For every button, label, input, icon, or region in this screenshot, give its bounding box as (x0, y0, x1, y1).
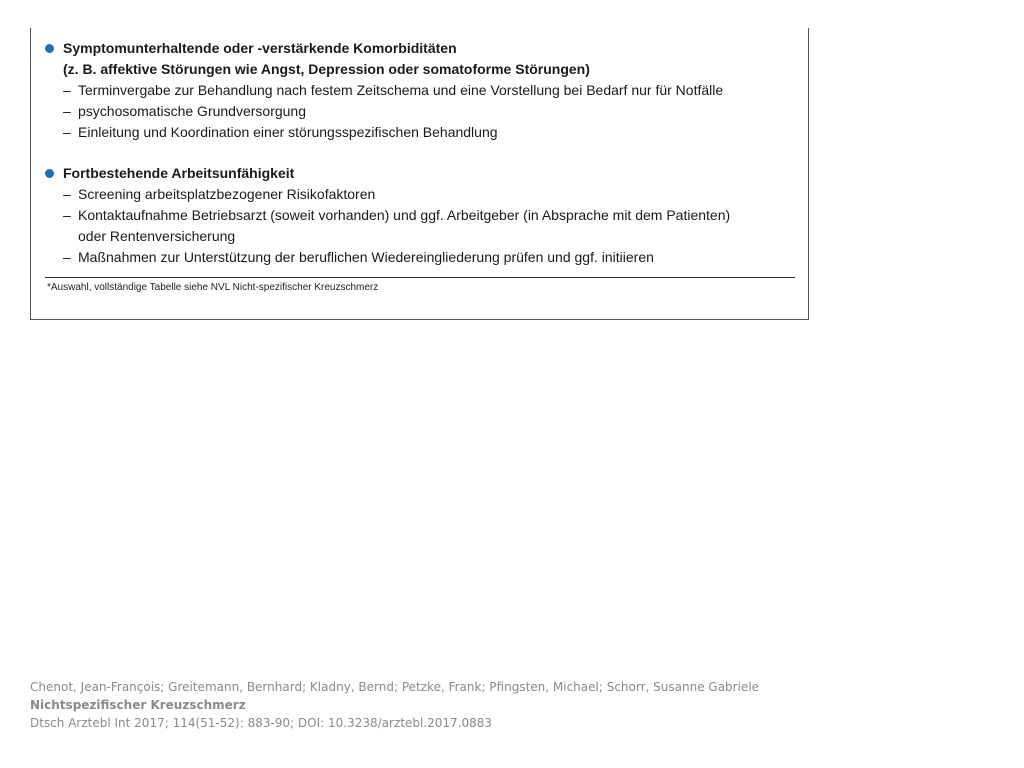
list-item (45, 80, 785, 101)
list-item-text: psychosomatische Grundversorgung (78, 103, 307, 119)
section-work-incapacity (45, 163, 785, 268)
citation (30, 678, 759, 732)
citation-title: Nichtspezifischer Kreuzschmerz (30, 698, 246, 712)
dash-icon: – (63, 82, 71, 98)
list-item-continuation: oder Rentenversicherung (78, 228, 236, 244)
footnote-divider (45, 277, 795, 278)
section-heading (45, 163, 785, 184)
section-subheading: (z. B. affektive Störungen wie Angst, Depression oder somatoforme Störungen) (63, 61, 590, 77)
dash-icon: – (63, 249, 71, 265)
section-heading-text: Fortbestehende Arbeitsunfähigkeit (63, 165, 295, 181)
dash-icon: – (63, 124, 71, 140)
footnote: *Auswahl, vollständige Tabelle siehe NVL Nicht-spezifischer Kreuzschmerz (47, 282, 379, 293)
list-item (45, 184, 785, 205)
citation-source: Dtsch Arztebl Int 2017; 114(51-52): 883-90; DOI: 10.3238/arztebl.2017.0883 (30, 716, 493, 730)
bullet-icon (45, 169, 54, 178)
document-table-excerpt (30, 28, 809, 320)
list-item (45, 247, 785, 268)
section-heading-text: Symptomunterhaltende oder -verstärkende Komorbiditäten (63, 40, 457, 56)
list-item (45, 101, 785, 122)
dash-icon: – (63, 103, 71, 119)
dash-icon: – (63, 186, 71, 202)
list-item-text: Kontaktaufnahme Betriebsarzt (soweit vorhanden) und ggf. Arbeitgeber (in Absprache mit dem Patienten) (78, 207, 731, 223)
list-item-text: Screening arbeitsplatzbezogener Risikofaktoren (78, 186, 376, 202)
section-heading (45, 38, 785, 59)
list-item-text: Maßnahmen zur Unterstützung der beruflichen Wiedereingliederung prüfen und ggf. initiieren (78, 249, 654, 265)
list-item-text: Einleitung und Koordination einer störungsspezifischen Behandlung (78, 124, 498, 140)
bullet-icon (45, 44, 54, 53)
list-item-text: Terminvergabe zur Behandlung nach festem Zeitschema und eine Vorstellung bei Bedarf nur für Notfälle (78, 82, 724, 98)
section-comorbidities (45, 38, 785, 143)
dash-icon: – (63, 207, 71, 223)
list-item (45, 122, 785, 143)
list-item (45, 205, 785, 226)
citation-authors: Chenot, Jean-François; Greitemann, Bernhard; Kladny, Bernd; Petzke, Frank; Pfingsten, Michael; Schorr, Susanne Gabriele (30, 680, 760, 694)
